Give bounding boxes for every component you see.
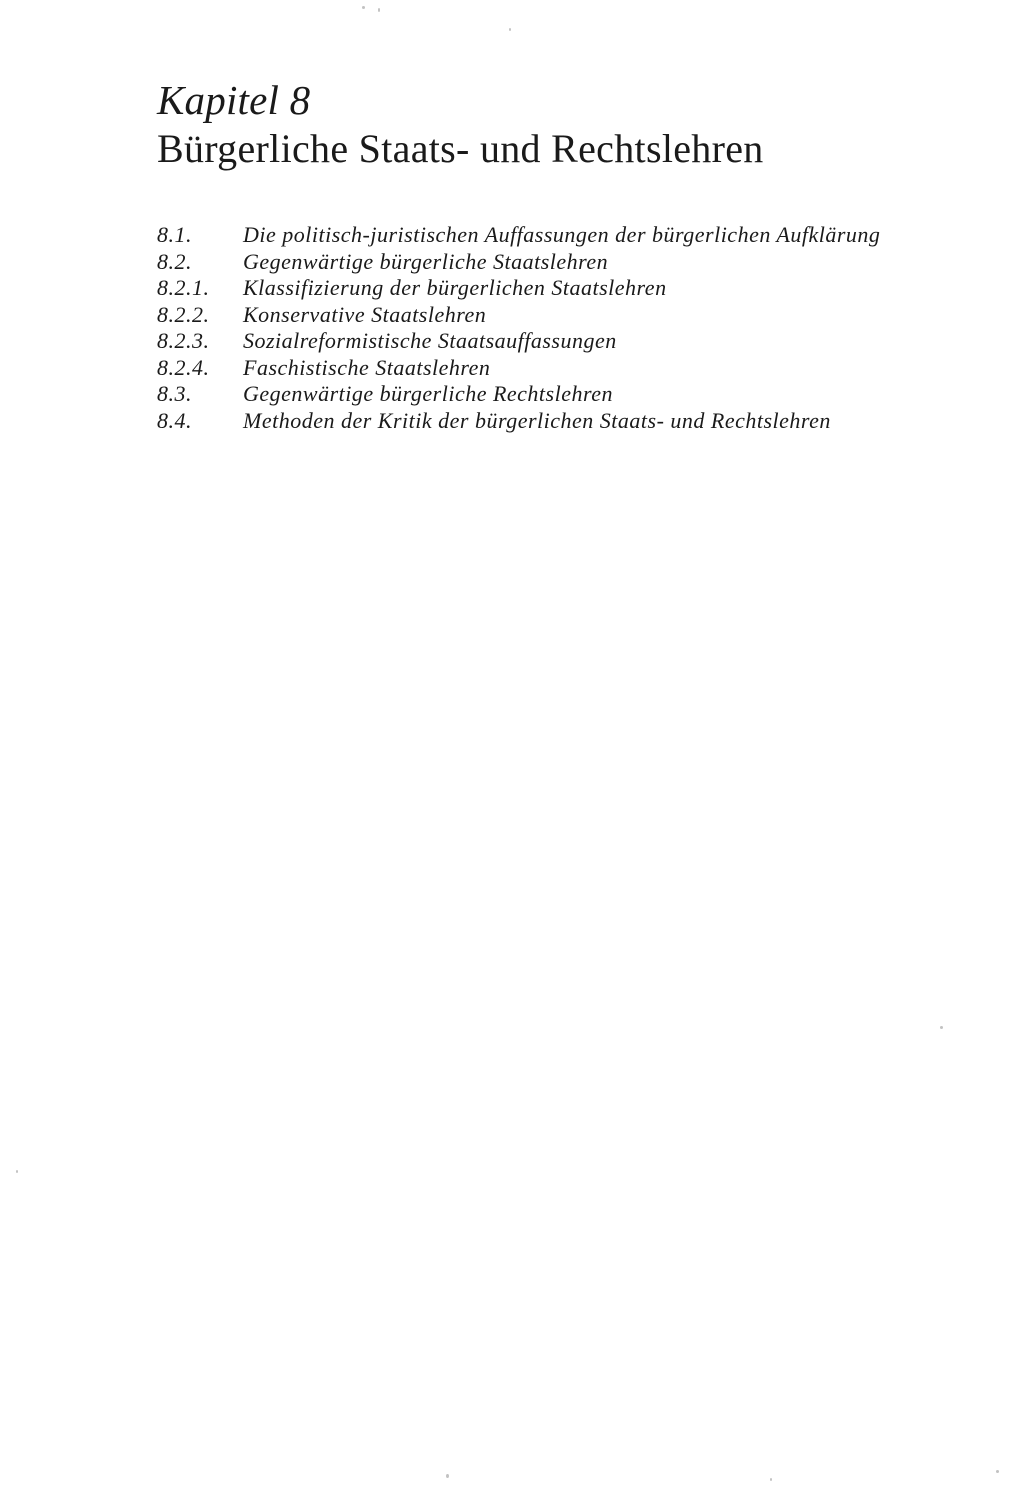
toc-entry (157, 355, 957, 382)
scan-speck (362, 6, 365, 9)
scan-speck (509, 28, 511, 31)
toc-text: Methoden der Kritik der bürgerlichen Staats- und Rechtslehren (243, 407, 831, 433)
scan-speck (770, 1478, 772, 1481)
toc-number: 8.2.2. (157, 301, 210, 327)
toc-text: Klassifizierung der bürgerlichen Staatslehren (243, 275, 667, 300)
toc-number: 8.1. (157, 222, 192, 247)
toc-number: 8.2. (157, 248, 192, 274)
toc-text: Konservative Staatslehren (243, 301, 487, 327)
toc-entry (157, 222, 957, 249)
toc-entry (157, 328, 957, 355)
scan-speck (16, 1170, 18, 1173)
toc-number: 8.2.4. (157, 354, 210, 380)
toc-text: Gegenwärtige bürgerliche Staatslehren (243, 248, 609, 274)
chapter-label: Kapitel 8 (157, 77, 311, 123)
scan-speck (940, 1026, 943, 1029)
toc-text: Gegenwärtige bürgerliche Rechtslehren (243, 381, 613, 406)
toc-entry (157, 302, 957, 329)
toc-number: 8.3. (157, 381, 192, 406)
toc-entry (157, 275, 957, 302)
scan-speck (446, 1474, 449, 1478)
toc-text: Sozialreformistische Staatsauffassungen (243, 328, 617, 353)
toc-entry (157, 381, 957, 408)
toc-number: 8.4. (157, 407, 192, 433)
toc-entry (157, 249, 957, 276)
toc-number: 8.2.3. (157, 328, 210, 353)
toc-text: Die politisch-juristischen Auffassungen der bürgerlichen Aufklärung (243, 222, 881, 247)
toc-text: Faschistische Staatslehren (243, 354, 491, 380)
scan-speck (996, 1470, 999, 1473)
toc-number: 8.2.1. (157, 275, 210, 300)
chapter-title: Bürgerliche Staats- und Rechtslehren (157, 126, 764, 171)
table-of-contents (157, 222, 957, 434)
toc-entry (157, 408, 957, 435)
scan-speck (378, 8, 380, 12)
